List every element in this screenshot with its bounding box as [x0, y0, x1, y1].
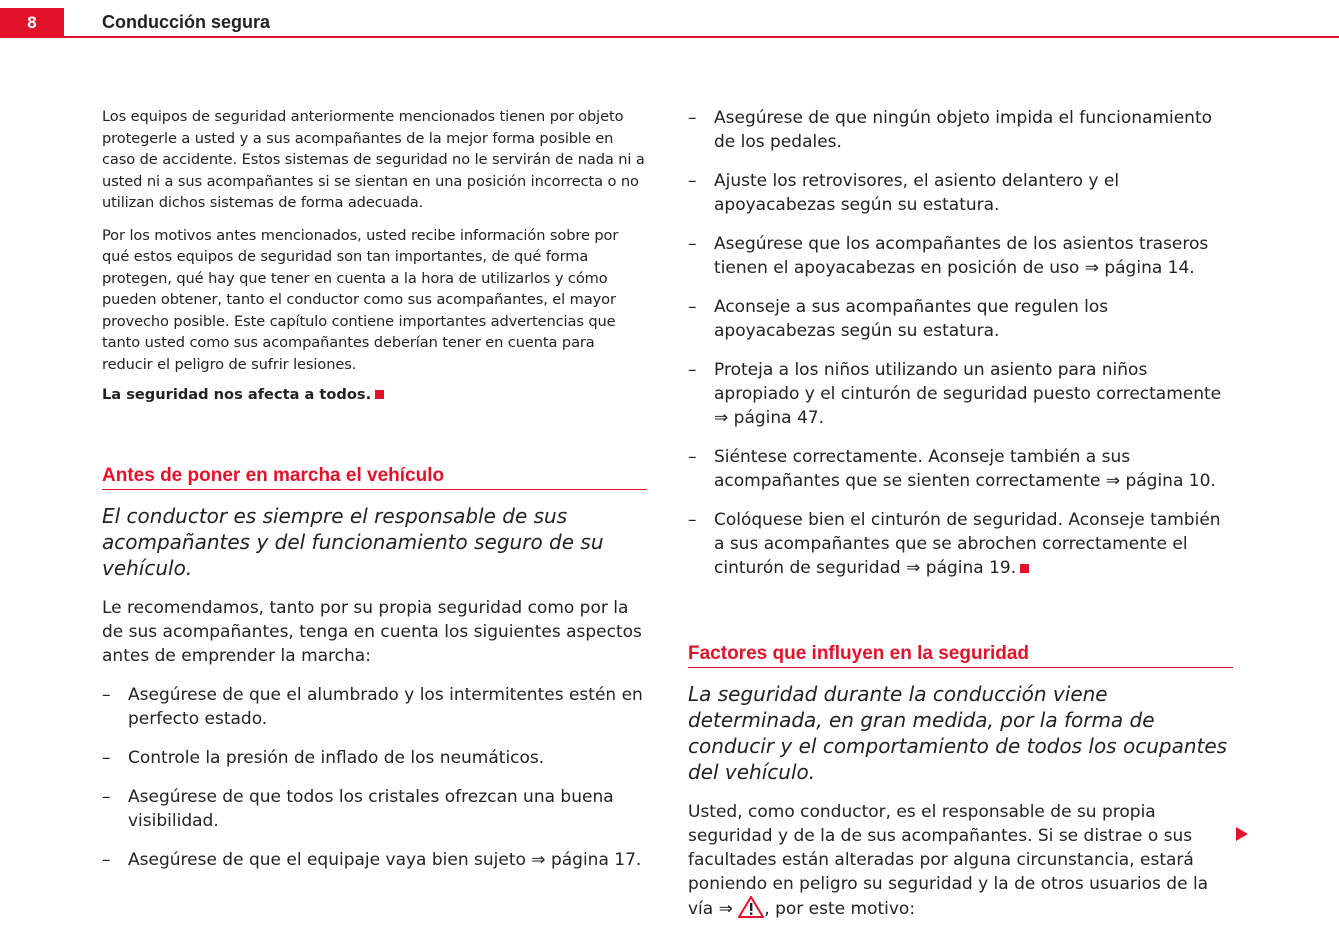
page-number: 8 [0, 8, 64, 38]
checklist-continued [688, 106, 1233, 580]
header-rule [64, 36, 1339, 38]
list-item: – Siéntese correctamente. Aconseje también a sus acompañantes que se sienten correctamente ⇒ página 10. [688, 445, 1233, 493]
section-body-text-end: , por este motivo: [764, 899, 916, 919]
list-item: – Asegúrese de que ningún objeto impida el funcionamiento de los pedales. [688, 106, 1233, 154]
section-title: Factores que influyen en la seguridad [688, 643, 1233, 668]
list-item [688, 508, 1233, 580]
warning-icon [738, 896, 764, 925]
list-item: – Proteja a los niños utilizando un asiento para niños apropiado y el cinturón de seguridad puesto correctamente ⇒ página 47. [688, 358, 1233, 430]
list-item: – Asegúrese de que el equipaje vaya bien sujeto ⇒ página 17. [102, 848, 647, 872]
list-item: – Asegúrese de que todos los cristales ofrezcan una buena visibilidad. [102, 785, 647, 833]
section-lead: La seguridad durante la conducción viene determinada, en gran medida, por la forma de conducir y el comportamiento de todos los ocupantes del vehículo. [688, 682, 1228, 784]
bold-note [102, 386, 647, 403]
list-item: – Ajuste los retrovisores, el asiento delantero y el apoyacabezas según su estatura. [688, 169, 1233, 217]
end-of-section-marker [1020, 564, 1029, 573]
section-body [688, 800, 1233, 925]
bold-note-text: La seguridad nos afecta a todos. [102, 386, 372, 403]
section-body: Le recomendamos, tanto por su propia seguridad como por la de sus acompañantes, tenga en cuenta los siguientes aspectos antes de emprender la marcha: [102, 598, 642, 666]
chapter-title: Conducción segura [102, 12, 271, 32]
list-item: – Controle la presión de inflado de los neumáticos. [102, 746, 647, 770]
intro-paragraph: Por los motivos antes mencionados, usted recibe información sobre por qué estos equipos de seguridad son tan importantes, de qué forma protegen, qué hay que tener en cuenta a la hora de utilizarlos y cómo pueden obtener, tanto el conductor como sus acompañantes, el mayor provecho posible. Este capítulo contiene importantes advertencias que tanto usted como sus acompañantes deberían tener en cuenta para reducir el peligro de sufrir lesiones. [102, 226, 619, 373]
page-header [0, 0, 1339, 40]
right-column [688, 106, 1233, 940]
section-title: Antes de poner en marcha el vehículo [102, 465, 647, 490]
continue-arrow-icon [1236, 826, 1248, 845]
list-item: – Asegúrese de que el alumbrado y los intermitentes estén en perfecto estado. [102, 683, 647, 731]
list-item: – Aconseje a sus acompañantes que regulen los apoyacabezas según su estatura. [688, 295, 1233, 343]
list-item: – Asegúrese que los acompañantes de los asientos traseros tienen el apoyacabezas en posición de uso ⇒ página 14. [688, 232, 1233, 280]
list-item-text: Colóquese bien el cinturón de seguridad. Aconseje también a sus acompañantes que se abrochen correctamente el cinturón de seguridad ⇒ página 19. [714, 510, 1221, 578]
end-of-section-marker [375, 390, 384, 399]
section-lead: El conductor es siempre el responsable de sus acompañantes y del funcionamiento seguro de su vehículo. [102, 504, 604, 580]
intro-paragraph: Los equipos de seguridad anteriormente mencionados tienen por objeto protegerle a usted y a sus acompañantes de la mejor forma posible en caso de accidente. Estos sistemas de seguridad no le servirán de nada ni a usted ni a sus acompañantes si se sientan en una posición incorrecta o no utilizan dichos sistemas de forma adecuada. [102, 108, 645, 211]
left-column [102, 106, 647, 887]
section-body-text: Usted, como conductor, es el responsable de su propia seguridad y de la de sus acompañantes. Si se distrae o sus facultades están alteradas por alguna circunstancia, estará poniendo en peligro su seguridad y la de otros usuarios de la vía ⇒ [688, 802, 1209, 919]
checklist [102, 683, 647, 872]
